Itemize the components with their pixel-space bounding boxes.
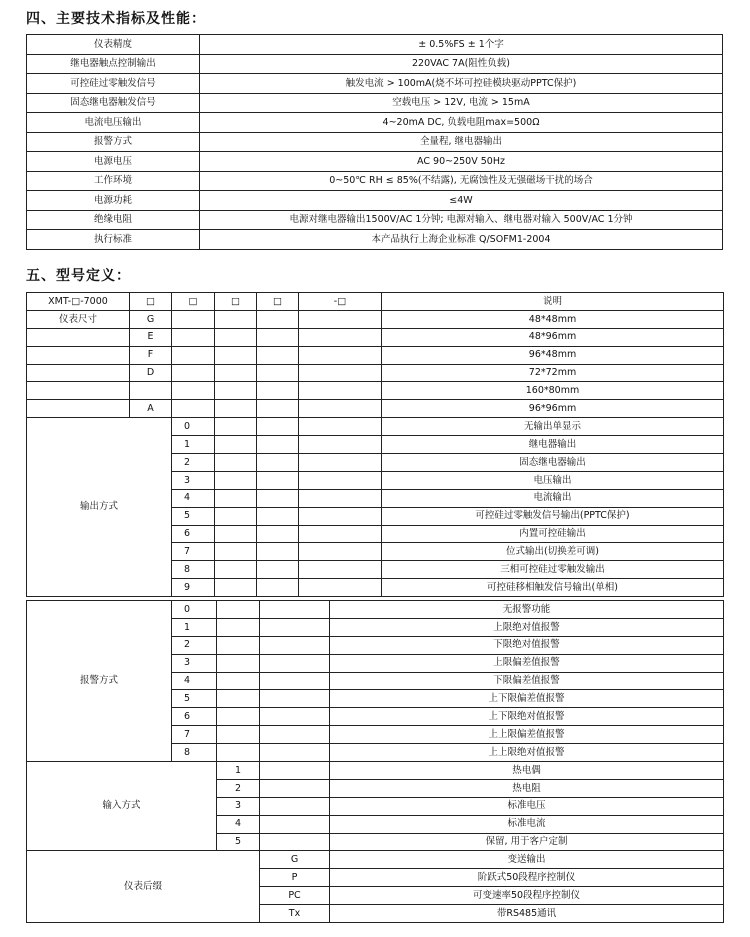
spec-label: 电源电压 <box>27 152 200 172</box>
empty-cell <box>172 328 215 346</box>
spec-row <box>27 93 723 113</box>
empty-cell <box>215 328 257 346</box>
suffix-desc: 可变速率50段程序控制仪 <box>330 887 724 905</box>
empty-cell <box>260 601 330 619</box>
empty-cell <box>215 561 257 579</box>
spec-value: ≤4W <box>200 191 723 211</box>
size-desc: 48*48mm <box>382 310 724 328</box>
input-desc: 热电阻 <box>330 779 724 797</box>
empty-cell <box>299 310 382 328</box>
empty-cell <box>27 400 130 418</box>
empty-cell <box>260 672 330 690</box>
alarm-code: 8 <box>172 744 217 762</box>
empty-cell <box>260 708 330 726</box>
spec-label: 执行标准 <box>27 230 200 250</box>
alarm-input-suffix-table <box>26 600 724 923</box>
suffix-desc: 带RS485通讯 <box>330 905 724 923</box>
output-desc: 电流输出 <box>382 489 724 507</box>
output-code: 1 <box>172 436 215 454</box>
spec-label: 电流电压输出 <box>27 113 200 133</box>
empty-cell <box>299 400 382 418</box>
empty-cell <box>260 744 330 762</box>
input-row <box>27 762 724 780</box>
alarm-code: 4 <box>172 672 217 690</box>
spec-value: ± 0.5%FS ± 1个字 <box>200 35 723 55</box>
alarm-desc: 上下限偏差值报警 <box>330 690 724 708</box>
output-desc: 继电器输出 <box>382 436 724 454</box>
empty-cell <box>217 601 260 619</box>
code-box: □ <box>215 293 257 311</box>
input-code: 5 <box>217 833 260 851</box>
empty-cell <box>215 525 257 543</box>
empty-cell <box>257 507 299 525</box>
spec-value: 本产品执行上海企业标准 Q/SOFM1-2004 <box>200 230 723 250</box>
empty-cell <box>172 382 215 400</box>
alarm-code: 7 <box>172 726 217 744</box>
output-code: 8 <box>172 561 215 579</box>
alarm-desc: 下限绝对值报警 <box>330 636 724 654</box>
empty-cell <box>257 489 299 507</box>
spec-label: 可控硅过零触发信号 <box>27 74 200 94</box>
size-code: D <box>130 364 172 382</box>
input-desc: 标准电流 <box>330 815 724 833</box>
empty-cell <box>27 346 130 364</box>
output-desc: 三相可控硅过零触发输出 <box>382 561 724 579</box>
output-desc: 无输出单显示 <box>382 418 724 436</box>
output-desc: 位式输出(切换差可调) <box>382 543 724 561</box>
size-code <box>130 382 172 400</box>
model-definition-table <box>26 292 724 597</box>
empty-cell <box>217 636 260 654</box>
size-desc: 48*96mm <box>382 328 724 346</box>
empty-cell <box>27 364 130 382</box>
spec-value: 0~50℃ RH ≤ 85%(不结露), 无腐蚀性及无强磁场干扰的场合 <box>200 171 723 191</box>
empty-cell <box>257 382 299 400</box>
empty-cell <box>215 543 257 561</box>
input-code: 3 <box>217 797 260 815</box>
size-desc: 72*72mm <box>382 364 724 382</box>
size-row <box>27 400 724 418</box>
empty-cell <box>257 328 299 346</box>
size-desc: 160*80mm <box>382 382 724 400</box>
alarm-code: 1 <box>172 618 217 636</box>
empty-cell <box>260 618 330 636</box>
spec-label: 报警方式 <box>27 132 200 152</box>
model-header-row <box>27 293 724 311</box>
spec-row <box>27 35 723 55</box>
size-row <box>27 328 724 346</box>
input-desc: 保留, 用于客户定制 <box>330 833 724 851</box>
empty-cell <box>299 436 382 454</box>
empty-cell <box>260 690 330 708</box>
empty-cell <box>217 672 260 690</box>
spec-value: 4~20mA DC, 负载电阻max=500Ω <box>200 113 723 133</box>
empty-cell <box>215 454 257 472</box>
empty-cell <box>217 708 260 726</box>
spec-row <box>27 113 723 133</box>
input-code: 4 <box>217 815 260 833</box>
size-code: A <box>130 400 172 418</box>
size-desc: 96*48mm <box>382 346 724 364</box>
size-desc: 96*96mm <box>382 400 724 418</box>
spec-row <box>27 74 723 94</box>
alarm-code: 2 <box>172 636 217 654</box>
size-code: F <box>130 346 172 364</box>
empty-cell <box>257 436 299 454</box>
suffix-code: PC <box>260 887 330 905</box>
alarm-label: 报警方式 <box>27 601 172 762</box>
output-desc: 可控硅过零触发信号输出(PPTC保护) <box>382 507 724 525</box>
empty-cell <box>257 525 299 543</box>
empty-cell <box>257 346 299 364</box>
empty-cell <box>257 471 299 489</box>
alarm-code: 0 <box>172 601 217 619</box>
output-code: 7 <box>172 543 215 561</box>
spec-label: 工作环境 <box>27 171 200 191</box>
empty-cell <box>257 561 299 579</box>
alarm-desc: 下限偏差值报警 <box>330 672 724 690</box>
input-desc: 标准电压 <box>330 797 724 815</box>
empty-cell <box>257 579 299 597</box>
empty-cell <box>257 543 299 561</box>
output-label: 输出方式 <box>27 418 172 597</box>
empty-cell <box>299 471 382 489</box>
empty-cell <box>217 618 260 636</box>
output-code: 9 <box>172 579 215 597</box>
input-desc: 热电偶 <box>330 762 724 780</box>
spec-row <box>27 171 723 191</box>
empty-cell <box>215 418 257 436</box>
spec-table <box>26 34 723 250</box>
alarm-desc: 上限偏差值报警 <box>330 654 724 672</box>
empty-cell <box>260 779 330 797</box>
output-code: 4 <box>172 489 215 507</box>
empty-cell <box>260 797 330 815</box>
empty-cell <box>299 579 382 597</box>
empty-cell <box>215 364 257 382</box>
empty-cell <box>215 489 257 507</box>
input-code: 1 <box>217 762 260 780</box>
alarm-code: 5 <box>172 690 217 708</box>
code-box: □ <box>172 293 215 311</box>
suffix-box: -□ <box>299 293 382 311</box>
empty-cell <box>299 525 382 543</box>
section5-title: 五、型号定义： <box>26 268 131 284</box>
alarm-desc: 上限绝对值报警 <box>330 618 724 636</box>
alarm-desc: 上下限绝对值报警 <box>330 708 724 726</box>
empty-cell <box>299 382 382 400</box>
size-row <box>27 310 724 328</box>
size-row <box>27 364 724 382</box>
spec-value: 电源对继电器输出1500V/AC 1分钟; 电源对输入、继电器对输入 500V/AC 1分钟 <box>200 210 723 230</box>
spec-row <box>27 191 723 211</box>
empty-cell <box>215 436 257 454</box>
size-code: E <box>130 328 172 346</box>
alarm-code: 6 <box>172 708 217 726</box>
size-row <box>27 382 724 400</box>
alarm-code: 3 <box>172 654 217 672</box>
output-code: 3 <box>172 471 215 489</box>
empty-cell <box>172 400 215 418</box>
alarm-desc: 上上限绝对值报警 <box>330 744 724 762</box>
empty-cell <box>299 328 382 346</box>
empty-cell <box>257 454 299 472</box>
empty-cell <box>260 815 330 833</box>
output-row <box>27 418 724 436</box>
alarm-desc: 无报警功能 <box>330 601 724 619</box>
empty-cell <box>299 543 382 561</box>
spec-label: 绝缘电阻 <box>27 210 200 230</box>
empty-cell <box>299 507 382 525</box>
empty-cell <box>215 400 257 418</box>
empty-cell <box>260 654 330 672</box>
empty-cell <box>299 454 382 472</box>
empty-cell <box>217 690 260 708</box>
output-desc: 可控硅移相触发信号输出(单相) <box>382 579 724 597</box>
empty-cell <box>260 726 330 744</box>
empty-cell <box>299 489 382 507</box>
spec-row <box>27 210 723 230</box>
empty-cell <box>172 310 215 328</box>
empty-cell <box>172 364 215 382</box>
empty-cell <box>299 364 382 382</box>
section4-title: 四、主要技术指标及性能： <box>26 11 206 27</box>
empty-cell <box>257 364 299 382</box>
empty-cell <box>215 471 257 489</box>
empty-cell <box>257 400 299 418</box>
spec-row <box>27 230 723 250</box>
output-code: 0 <box>172 418 215 436</box>
input-code: 2 <box>217 779 260 797</box>
spec-label: 仪表精度 <box>27 35 200 55</box>
output-desc: 内置可控硅输出 <box>382 525 724 543</box>
spec-value: 空载电压 > 12V, 电流 > 15mA <box>200 93 723 113</box>
empty-cell <box>27 328 130 346</box>
suffix-label: 仪表后缀 <box>27 851 260 923</box>
empty-cell <box>215 579 257 597</box>
empty-cell <box>217 726 260 744</box>
code-box: □ <box>257 293 299 311</box>
empty-cell <box>217 744 260 762</box>
empty-cell <box>215 346 257 364</box>
suffix-desc: 阶跃式50段程序控制仪 <box>330 869 724 887</box>
spec-label: 继电器触点控制输出 <box>27 54 200 74</box>
suffix-desc: 变送输出 <box>330 851 724 869</box>
suffix-code: P <box>260 869 330 887</box>
output-desc: 固态继电器输出 <box>382 454 724 472</box>
empty-cell <box>172 346 215 364</box>
output-desc: 电压输出 <box>382 471 724 489</box>
output-code: 2 <box>172 454 215 472</box>
size-code: G <box>130 310 172 328</box>
output-code: 5 <box>172 507 215 525</box>
size-row <box>27 346 724 364</box>
empty-cell <box>260 762 330 780</box>
empty-cell <box>27 382 130 400</box>
empty-cell <box>299 346 382 364</box>
empty-cell <box>260 636 330 654</box>
spec-row <box>27 54 723 74</box>
alarm-desc: 上上限偏差值报警 <box>330 726 724 744</box>
empty-cell <box>257 310 299 328</box>
empty-cell <box>260 833 330 851</box>
spec-row <box>27 132 723 152</box>
empty-cell <box>215 382 257 400</box>
empty-cell <box>299 418 382 436</box>
spec-row <box>27 152 723 172</box>
suffix-row <box>27 851 724 869</box>
spec-label: 电源功耗 <box>27 191 200 211</box>
empty-cell <box>215 507 257 525</box>
empty-cell <box>215 310 257 328</box>
alarm-row <box>27 601 724 619</box>
spec-value: 全量程, 继电器输出 <box>200 132 723 152</box>
empty-cell <box>299 561 382 579</box>
code-box: □ <box>130 293 172 311</box>
description-header: 说明 <box>382 293 724 311</box>
output-code: 6 <box>172 525 215 543</box>
spec-value: 触发电流 > 100mA(烧不坏可控硅模块驱动PPTC保护) <box>200 74 723 94</box>
size-label: 仪表尺寸 <box>27 310 130 328</box>
model-code-header: XMT-□-7000 <box>27 293 130 311</box>
empty-cell <box>257 418 299 436</box>
suffix-code: Tx <box>260 905 330 923</box>
input-label: 输入方式 <box>27 762 217 851</box>
empty-cell <box>217 654 260 672</box>
suffix-code: G <box>260 851 330 869</box>
spec-value: AC 90~250V 50Hz <box>200 152 723 172</box>
spec-label: 固态继电器触发信号 <box>27 93 200 113</box>
spec-value: 220VAC 7A(阻性负载) <box>200 54 723 74</box>
